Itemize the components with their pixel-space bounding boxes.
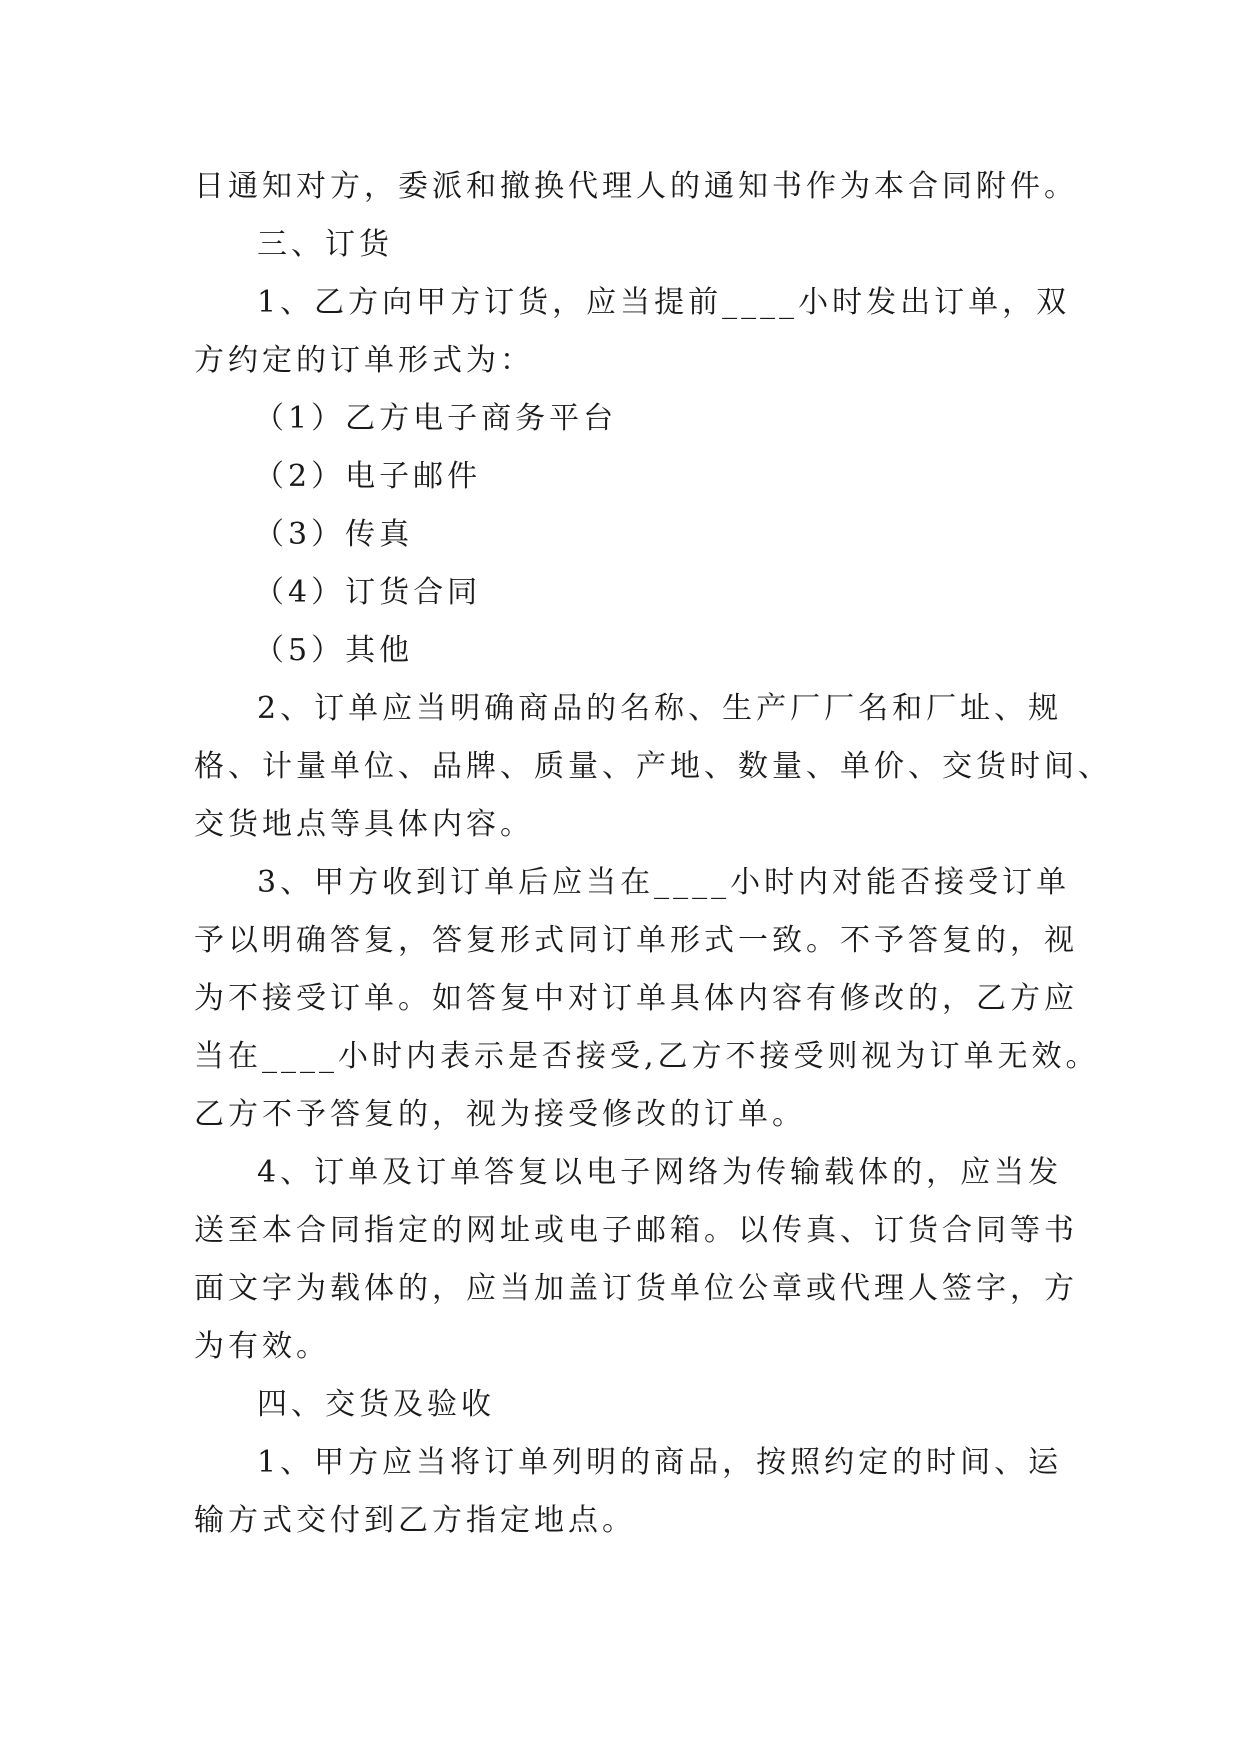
- paragraph-line: 4、订单及订单答复以电子网络为传输载体的，应当发: [257, 1155, 1063, 1190]
- paragraph-line: 送至本合同指定的网址或电子邮箱。以传真、订货合同等书: [194, 1213, 1078, 1248]
- list-item: （2）电子邮件: [254, 459, 482, 494]
- section-heading-ordering: 三、订货: [257, 227, 393, 262]
- paragraph-line: 方约定的订单形式为：: [194, 343, 534, 378]
- list-item: （3）传真: [254, 517, 414, 552]
- paragraph-line: 为不接受订单。如答复中对订单具体内容有修改的，乙方应: [194, 981, 1078, 1016]
- paragraph-line: 为有效。: [194, 1329, 330, 1364]
- paragraph-line: 1、甲方应当将订单列明的商品，按照约定的时间、运: [257, 1445, 1063, 1480]
- paragraph-line: 1、乙方向甲方订货，应当提前____小时发出订单，双: [257, 285, 1071, 320]
- paragraph-line: 面文字为载体的，应当加盖订货单位公章或代理人签字，方: [194, 1271, 1078, 1306]
- paragraph-line: 2、订单应当明确商品的名称、生产厂厂名和厂址、规: [257, 691, 1063, 726]
- list-item: （1）乙方电子商务平台: [254, 401, 618, 436]
- paragraph-line: 格、计量单位、品牌、质量、产地、数量、单价、交货时间、: [194, 749, 1112, 784]
- list-item: （4）订货合同: [254, 575, 482, 610]
- document-body: [194, 158, 1112, 1550]
- list-item: （5）其他: [254, 633, 414, 668]
- paragraph-line: 交货地点等具体内容。: [194, 807, 534, 842]
- section-heading-delivery: 四、交货及验收: [257, 1387, 495, 1422]
- paragraph-line: 日通知对方，委派和撤换代理人的通知书作为本合同附件。: [194, 169, 1078, 204]
- paragraph-line: 输方式交付到乙方指定地点。: [194, 1503, 636, 1538]
- paragraph-line: 乙方不予答复的，视为接受修改的订单。: [194, 1097, 806, 1132]
- paragraph-line: 予以明确答复，答复形式同订单形式一致。不予答复的，视: [194, 923, 1078, 958]
- paragraph-line: 当在____小时内表示是否接受,乙方不接受则视为订单无效。: [194, 1039, 1100, 1074]
- paragraph-line: 3、甲方收到订单后应当在____小时内对能否接受订单: [257, 865, 1071, 900]
